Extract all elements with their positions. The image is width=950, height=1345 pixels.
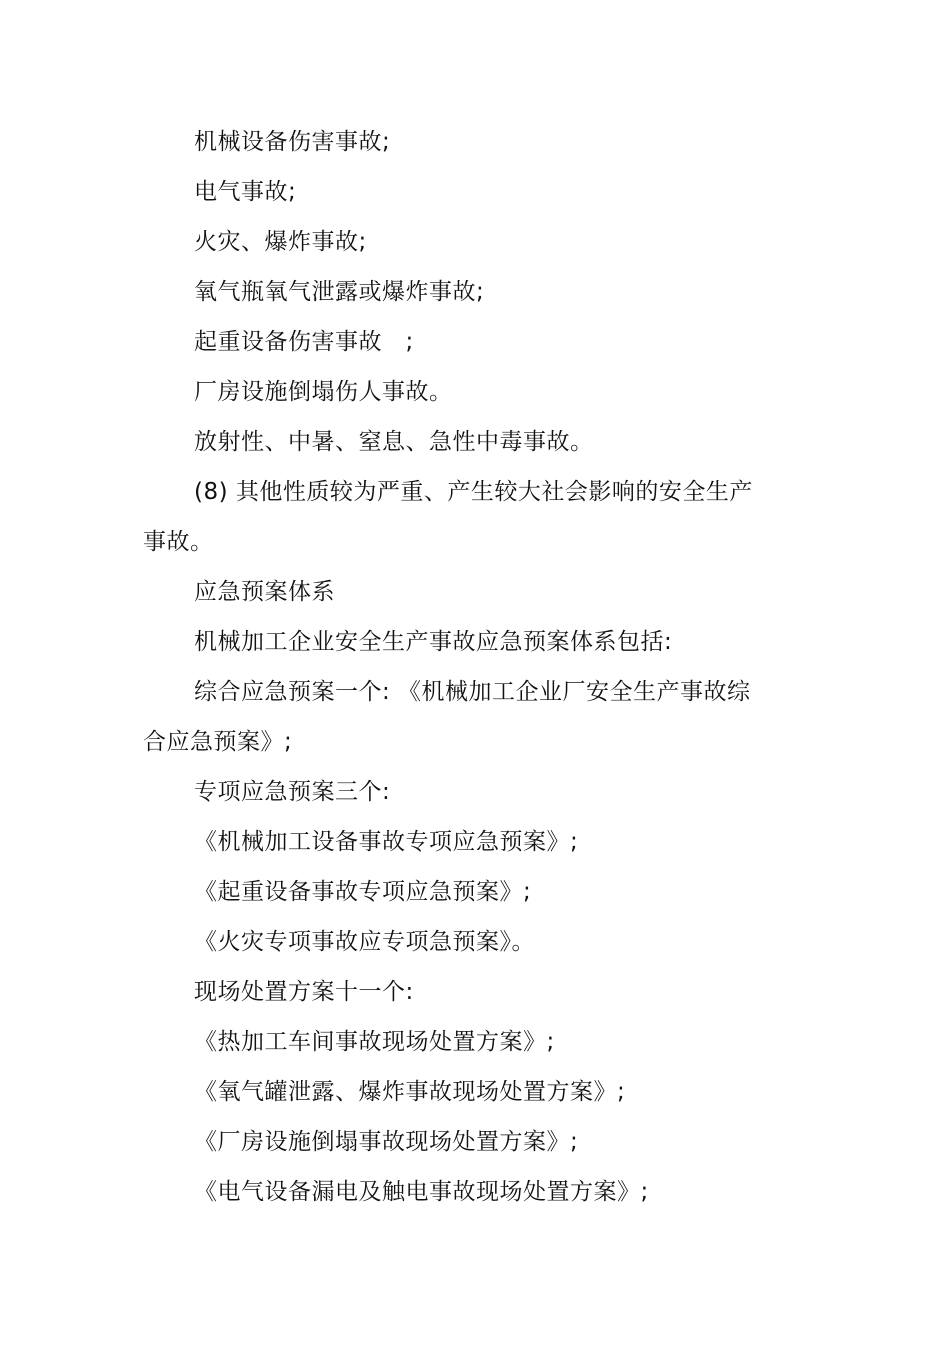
accident-type-radiation-heatstroke: 放射性、中暑、窒息、急性中毒事故。	[194, 429, 594, 455]
accident-type-fire-explosion: 火灾、爆炸事故;	[194, 229, 367, 255]
accident-type-mechanical: 机械设备伤害事故;	[194, 129, 391, 155]
special-plans-heading: 专项应急预案三个:	[194, 779, 391, 805]
accident-type-oxygen-cylinder: 氧气瓶氧气泄露或爆炸事故;	[194, 279, 485, 305]
special-plan-lifting: 《起重设备事故专项应急预案》;	[194, 879, 532, 905]
accident-type-electrical: 电气事故;	[194, 179, 297, 205]
accident-type-other-line1: (8) 其他性质较为严重、产生较大社会影响的安全生产	[194, 479, 753, 505]
special-plan-machining: 《机械加工设备事故专项应急预案》;	[194, 829, 579, 855]
onsite-plans-heading: 现场处置方案十一个:	[194, 979, 414, 1005]
comprehensive-plan-line2: 合应急预案》;	[143, 729, 293, 755]
onsite-plan-hot-working: 《热加工车间事故现场处置方案》;	[194, 1029, 555, 1055]
plan-system-intro: 机械加工企业安全生产事故应急预案体系包括:	[194, 629, 673, 655]
onsite-plan-electrical-leakage: 《电气设备漏电及触电事故现场处置方案》;	[194, 1179, 649, 1205]
onsite-plan-oxygen-tank: 《氧气罐泄露、爆炸事故现场处置方案》;	[194, 1079, 626, 1105]
accident-type-lifting: 起重设备伤害事故 ;	[194, 329, 414, 355]
comprehensive-plan-line1: 综合应急预案一个: 《机械加工企业厂安全生产事故综	[194, 679, 751, 705]
section-heading-plan-system: 应急预案体系	[194, 579, 335, 605]
onsite-plan-building-collapse: 《厂房设施倒塌事故现场处置方案》;	[194, 1129, 579, 1155]
accident-type-other-line2: 事故。	[143, 529, 214, 555]
special-plan-fire: 《火灾专项事故应专项急预案》。	[194, 929, 535, 955]
accident-type-building-collapse: 厂房设施倒塌伤人事故。	[194, 379, 453, 405]
